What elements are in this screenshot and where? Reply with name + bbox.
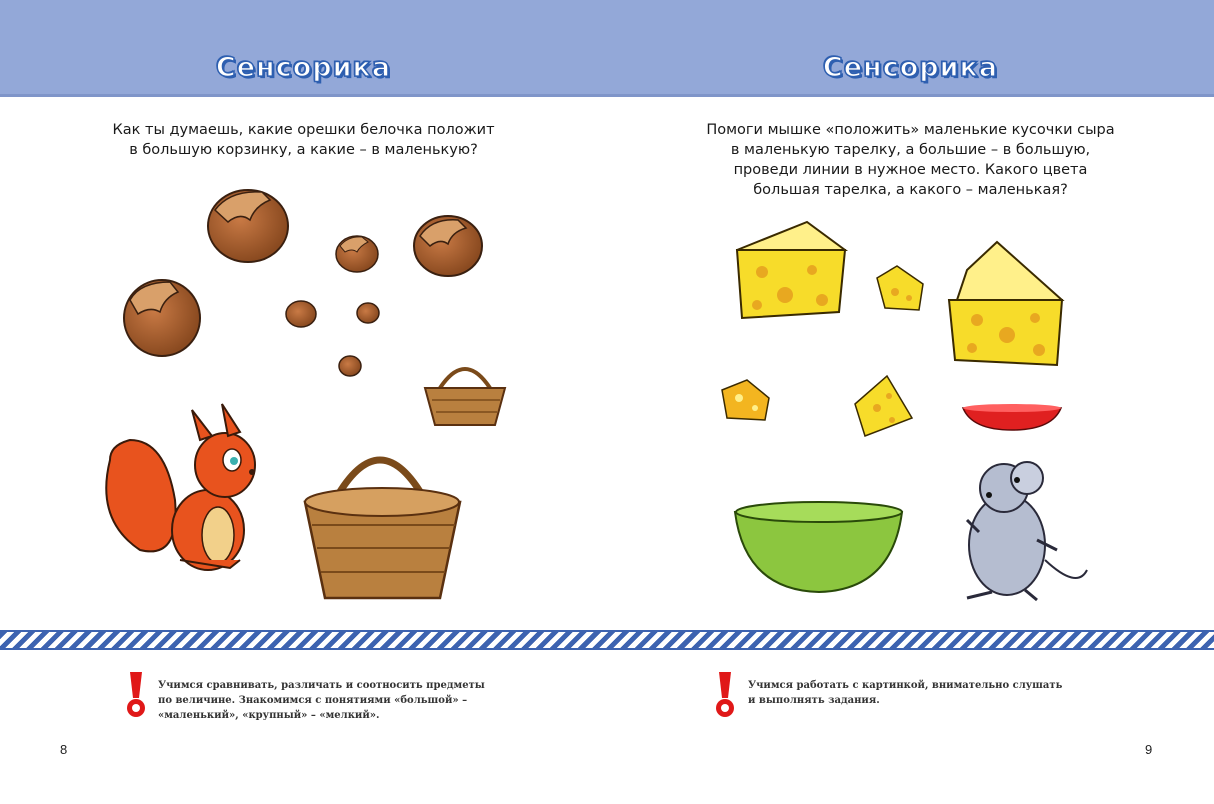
task-line: проведи линии в нужное место. Какого цвета <box>733 162 1088 178</box>
hazelnut-icon <box>414 216 482 276</box>
hazelnut-icon <box>336 236 378 272</box>
note-text <box>158 678 485 723</box>
task-line: Как ты думаешь, какие орешки белочка положит <box>112 122 495 138</box>
cheese-icon <box>722 380 769 420</box>
hazelnut-icon <box>124 280 200 356</box>
task-line: Помоги мышке «положить» маленькие кусочки сыра <box>706 122 1115 138</box>
page-title: Сенсорика <box>822 52 999 83</box>
basket-icon <box>425 369 505 425</box>
page-number: 9 <box>1145 742 1153 757</box>
right-page <box>607 0 1214 804</box>
decorative-stripe <box>0 630 1214 650</box>
note-line: по величине. Знакомимся с понятиями «большой» – <box>158 695 468 706</box>
hazelnut-icon <box>208 190 288 262</box>
note-line: Учимся сравнивать, различать и соотносить предметы <box>158 680 485 691</box>
hazelnut-icon <box>339 356 361 376</box>
hazelnut-icon <box>286 301 316 327</box>
exclamation-icon <box>707 670 743 720</box>
bowl-icon <box>963 404 1061 430</box>
note-line: «маленький», «крупный» – «мелкий». <box>158 710 380 721</box>
page-number: 8 <box>60 742 68 757</box>
exclamation-icon <box>118 670 154 720</box>
mouse-icon <box>967 462 1087 600</box>
cheese-icon <box>855 376 912 436</box>
cheese-icon <box>949 242 1062 365</box>
task-line: в маленькую тарелку, а большие – в большую, <box>730 142 1091 158</box>
note-text <box>748 678 1062 708</box>
note-line: и выполнять задания. <box>748 695 880 706</box>
hazelnut-icon <box>357 303 379 323</box>
cheese-icon <box>737 222 845 318</box>
basket-icon <box>305 460 460 598</box>
task-line: большая тарелка, а какого – маленькая? <box>753 182 1068 198</box>
task-line: в большую корзинку, а какие – в маленькую? <box>129 142 478 158</box>
page-title: Сенсорика <box>215 52 392 83</box>
cheese-icon <box>877 266 923 310</box>
bowl-icon <box>735 502 902 592</box>
squirrel-icon <box>106 404 255 570</box>
note-line: Учимся работать с картинкой, внимательно слушать <box>748 680 1063 691</box>
